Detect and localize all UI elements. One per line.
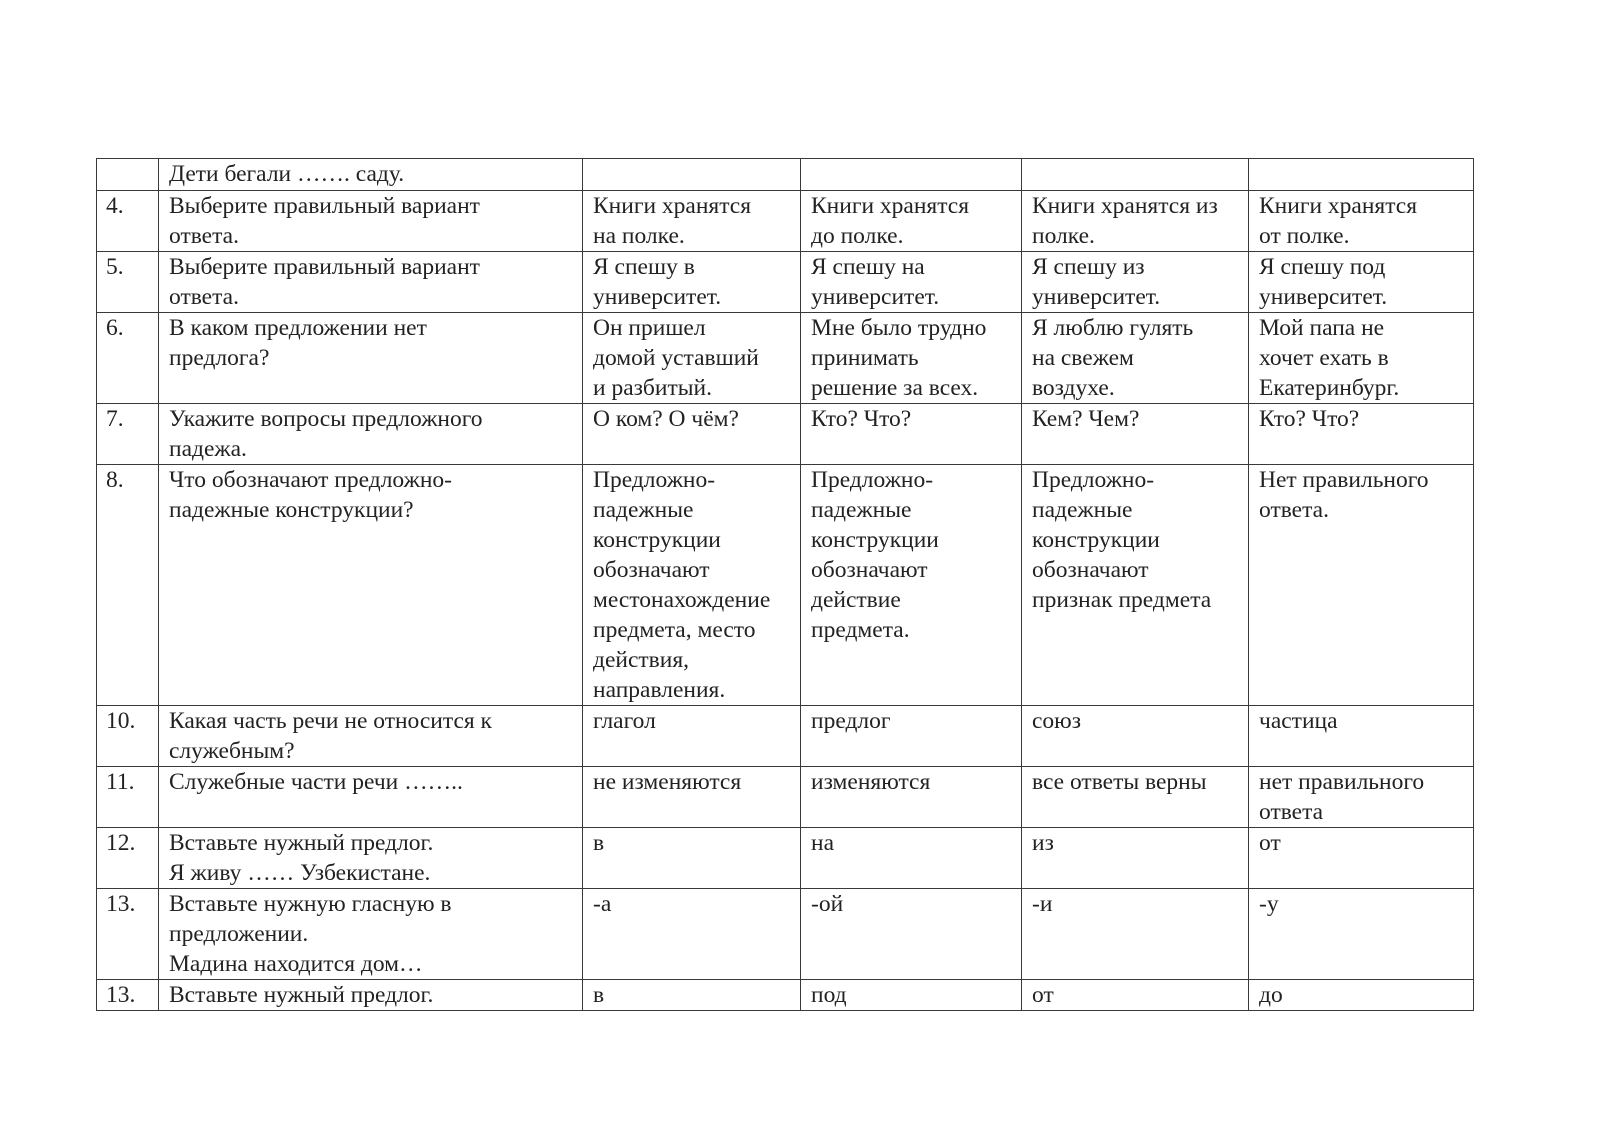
answer-option-1: [583, 159, 801, 191]
answer-line: и разбитый.: [593, 375, 712, 401]
answer-line: действие: [811, 587, 901, 613]
table-row: [97, 252, 1474, 313]
question-line: Вставьте нужный предлог.: [169, 830, 434, 856]
answer-line: Книги хранятся из: [1032, 193, 1218, 219]
answer-line: хочет ехать в: [1259, 345, 1389, 371]
table-row: [97, 465, 1474, 706]
answer-option-3: [1022, 706, 1249, 767]
answer-line: не изменяются: [593, 769, 742, 795]
answer-option-1: [583, 980, 801, 1011]
answer-option-1: [583, 706, 801, 767]
answer-line: на: [811, 830, 835, 856]
answer-line: Я спешу из: [1032, 254, 1145, 280]
question-line: Выберите правильный вариант: [169, 254, 480, 280]
answer-line: падежные: [811, 497, 912, 523]
question-text: [159, 889, 583, 980]
answer-option-2: [801, 252, 1022, 313]
answer-line: от полке.: [1259, 223, 1350, 249]
question-number: 5.: [97, 252, 159, 313]
answer-option-3: [1022, 889, 1249, 980]
quiz-table: [96, 158, 1474, 1011]
answer-option-2: [801, 191, 1022, 252]
answer-line: университет.: [1032, 284, 1161, 310]
table-row: [97, 706, 1474, 767]
answer-option-2: [801, 767, 1022, 828]
answer-option-1: [583, 889, 801, 980]
question-number: 13.: [97, 980, 159, 1011]
answer-option-3: [1022, 313, 1249, 404]
answer-line: падежные: [1032, 497, 1133, 523]
answer-option-1: [583, 404, 801, 465]
answer-line: решение за всех.: [811, 375, 979, 401]
answer-line: действия,: [593, 647, 690, 673]
table-row: [97, 159, 1474, 191]
answer-line: предмета, место: [593, 617, 756, 643]
question-line: Какая часть речи не относится к: [169, 708, 492, 734]
answer-line: Я спешу под: [1259, 254, 1386, 280]
answer-line: полке.: [1032, 223, 1095, 249]
answer-option-2: [801, 313, 1022, 404]
answer-line: университет.: [593, 284, 722, 310]
answer-line: от: [1032, 982, 1054, 1008]
answer-option-4: [1249, 828, 1474, 889]
answer-line: падежные: [593, 497, 694, 523]
answer-line: местонахождение: [593, 587, 771, 613]
answer-line: университет.: [1259, 284, 1388, 310]
answer-line: воздухе.: [1032, 375, 1115, 401]
table-row: [97, 889, 1474, 980]
answer-line: -ой: [811, 891, 844, 917]
question-number: 8.: [97, 465, 159, 706]
answer-line: Мой папа не: [1259, 315, 1385, 341]
answer-option-4: [1249, 767, 1474, 828]
answer-line: Книги хранятся: [811, 193, 970, 219]
answer-line: Я спешу в: [593, 254, 695, 280]
answer-line: под: [811, 982, 847, 1008]
answer-line: обозначают: [593, 557, 710, 583]
table-row: [97, 767, 1474, 828]
question-number: [97, 159, 159, 191]
question-line: Мадина находится дом…: [169, 951, 423, 977]
question-number: 6.: [97, 313, 159, 404]
quiz-table-body: [97, 159, 1474, 1011]
answer-line: Кто? Что?: [1259, 406, 1360, 432]
question-text: [159, 159, 583, 191]
question-line: Вставьте нужный предлог.: [169, 982, 434, 1008]
answer-line: домой уставший: [593, 345, 759, 371]
answer-option-4: [1249, 404, 1474, 465]
answer-option-4: [1249, 980, 1474, 1011]
answer-line: союз: [1032, 708, 1082, 734]
question-text: [159, 828, 583, 889]
answer-option-4: [1249, 252, 1474, 313]
answer-option-3: [1022, 465, 1249, 706]
answer-line: Екатеринбург.: [1259, 375, 1400, 401]
question-text: [159, 980, 583, 1011]
answer-line: в: [593, 830, 605, 856]
question-line: Выберите правильный вариант: [169, 193, 480, 219]
answer-line: -у: [1259, 891, 1279, 917]
question-number: 11.: [97, 767, 159, 828]
answer-option-3: [1022, 828, 1249, 889]
answer-line: -и: [1032, 891, 1053, 917]
answer-option-2: [801, 404, 1022, 465]
answer-option-2: [801, 828, 1022, 889]
answer-option-1: [583, 252, 801, 313]
answer-option-3: [1022, 767, 1249, 828]
answer-option-2: [801, 465, 1022, 706]
answer-line: Книги хранятся: [1259, 193, 1418, 219]
answer-line: ответа: [1259, 799, 1324, 825]
answer-line: от: [1259, 830, 1281, 856]
table-row: [97, 828, 1474, 889]
answer-line: Я люблю гулять: [1032, 315, 1194, 341]
answer-line: О ком? О чём?: [593, 406, 739, 432]
answer-line: ответа.: [1259, 497, 1329, 523]
question-number: 4.: [97, 191, 159, 252]
answer-line: конструкции: [811, 527, 939, 553]
answer-line: обозначают: [1032, 557, 1149, 583]
answer-option-3: [1022, 404, 1249, 465]
answer-line: признак предмета: [1032, 587, 1212, 613]
answer-line: изменяются: [811, 769, 931, 795]
table-row: [97, 404, 1474, 465]
question-line: Я живу …… Узбекистане.: [169, 860, 431, 886]
answer-line: Предложно-: [1032, 467, 1155, 493]
answer-line: конструкции: [1032, 527, 1160, 553]
question-number: 13.: [97, 889, 159, 980]
answer-line: Кто? Что?: [811, 406, 912, 432]
question-line: Вставьте нужную гласную в: [169, 891, 452, 917]
table-row: [97, 313, 1474, 404]
answer-option-1: [583, 191, 801, 252]
table-row: [97, 980, 1474, 1011]
answer-line: на свежем: [1032, 345, 1134, 371]
answer-line: до полке.: [811, 223, 904, 249]
answer-option-4: [1249, 706, 1474, 767]
answer-option-4: [1249, 465, 1474, 706]
answer-line: конструкции: [593, 527, 721, 553]
answer-line: принимать: [811, 345, 919, 371]
answer-option-2: [801, 889, 1022, 980]
answer-option-1: [583, 313, 801, 404]
answer-line: -а: [593, 891, 612, 917]
answer-line: Предложно-: [593, 467, 716, 493]
answer-line: в: [593, 982, 605, 1008]
question-line: служебным?: [169, 738, 295, 764]
answer-line: из: [1032, 830, 1054, 856]
answer-line: Предложно-: [811, 467, 934, 493]
answer-option-3: [1022, 252, 1249, 313]
question-line: падежные конструкции?: [169, 497, 414, 523]
question-text: [159, 313, 583, 404]
answer-line: все ответы верны: [1032, 769, 1207, 795]
question-text: [159, 191, 583, 252]
answer-line: Кем? Чем?: [1032, 406, 1140, 432]
answer-line: Я спешу на: [811, 254, 925, 280]
answer-line: Он пришел: [593, 315, 706, 341]
answer-line: университет.: [811, 284, 940, 310]
answer-option-4: [1249, 313, 1474, 404]
question-line: В каком предложении нет: [169, 315, 427, 341]
answer-option-4: [1249, 889, 1474, 980]
answer-line: нет правильного: [1259, 769, 1425, 795]
answer-option-1: [583, 465, 801, 706]
answer-line: предлог: [811, 708, 891, 734]
answer-line: до: [1259, 982, 1283, 1008]
answer-option-3: [1022, 159, 1249, 191]
answer-line: на полке.: [593, 223, 685, 249]
question-line: Дети бегали ……. саду.: [169, 161, 405, 187]
answer-option-2: [801, 980, 1022, 1011]
question-line: падежа.: [169, 436, 247, 462]
answer-option-4: [1249, 159, 1474, 191]
question-number: 7.: [97, 404, 159, 465]
question-text: [159, 465, 583, 706]
question-text: [159, 404, 583, 465]
answer-line: Книги хранятся: [593, 193, 752, 219]
answer-option-2: [801, 159, 1022, 191]
question-number: 12.: [97, 828, 159, 889]
question-text: [159, 706, 583, 767]
question-number: 10.: [97, 706, 159, 767]
answer-line: частица: [1259, 708, 1338, 734]
answer-line: предмета.: [811, 617, 910, 643]
question-line: ответа.: [169, 223, 239, 249]
answer-option-3: [1022, 191, 1249, 252]
table-row: [97, 191, 1474, 252]
answer-line: Мне было трудно: [811, 315, 987, 341]
question-text: [159, 767, 583, 828]
answer-option-2: [801, 706, 1022, 767]
question-line: предлога?: [169, 345, 270, 371]
question-text: [159, 252, 583, 313]
question-line: предложении.: [169, 921, 309, 947]
question-line: Укажите вопросы предложного: [169, 406, 483, 432]
answer-option-1: [583, 767, 801, 828]
question-line: ответа.: [169, 284, 239, 310]
question-line: Что обозначают предложно-: [169, 467, 452, 493]
answer-line: направления.: [593, 677, 726, 703]
answer-option-1: [583, 828, 801, 889]
question-line: Служебные части речи ……..: [169, 769, 463, 795]
answer-option-4: [1249, 191, 1474, 252]
answer-line: обозначают: [811, 557, 928, 583]
answer-line: Нет правильного: [1259, 467, 1429, 493]
answer-line: глагол: [593, 708, 656, 734]
answer-option-3: [1022, 980, 1249, 1011]
